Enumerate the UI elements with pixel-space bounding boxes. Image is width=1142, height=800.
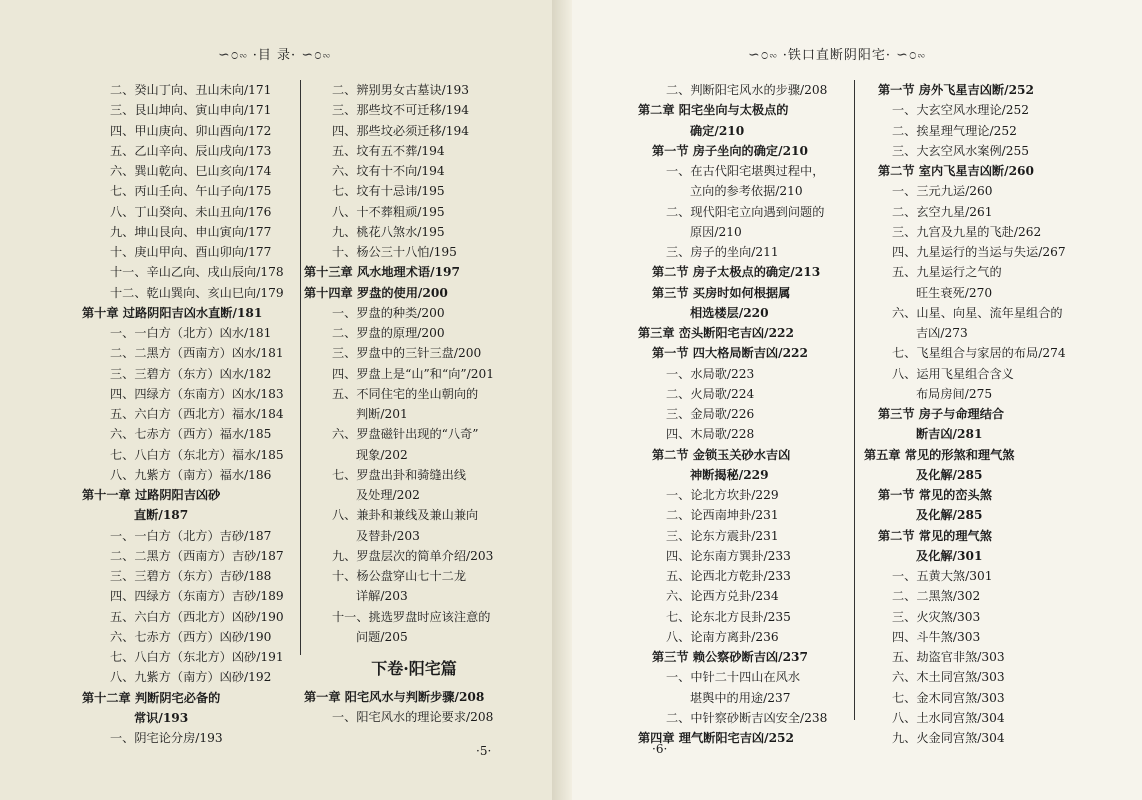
section-heading: 第二节 室内飞星吉凶断/260	[878, 164, 1035, 178]
ornament-left-icon: ∽೦∾	[218, 47, 248, 63]
toc-entry: 四、罗盘上是“山”和“向”/201	[332, 366, 494, 381]
chapter-heading-continued: 及化解/285	[916, 508, 983, 523]
page-number: ·5·	[476, 744, 492, 758]
toc-column	[304, 80, 524, 728]
toc-entry: 八、运用飞星组合含义	[892, 366, 1014, 381]
page-header: ∽೦∾ ·目 录· ∽೦∾	[218, 47, 331, 63]
toc-entry: 五、九星运行之气的	[892, 265, 1002, 280]
toc-entry: 十、杨公盘穿山七十二龙	[332, 569, 467, 583]
toc-column	[638, 80, 853, 748]
toc-entry: 二、二黑方（西南方）凶水/181	[110, 346, 284, 361]
toc-entry: 四、论东南方巽卦/233	[666, 548, 791, 563]
chapter-heading: 第一章 阳宅风水与判断步骤/208	[304, 690, 485, 704]
section-heading: 第二节 常见的理气煞	[878, 528, 992, 543]
section-heading: 第一节 房子坐向的确定/210	[652, 143, 809, 158]
toc-entry: 三、大玄空风水案例/255	[892, 143, 1030, 158]
toc-entry: 二、论西南坤卦/231	[666, 508, 779, 523]
toc-entry: 四、甲山庚向、卯山酉向/172	[110, 123, 272, 138]
toc-entry: 六、木土同宫煞/303	[892, 670, 1005, 685]
toc-entry: 二、火局歌/224	[666, 386, 755, 401]
toc-entry: 五、论西北方乾卦/233	[666, 569, 791, 583]
toc-entry: 二、中针察砂断吉凶安全/238	[666, 710, 828, 725]
ornament-right-icon: ∽೦∾	[896, 47, 926, 63]
toc-column	[864, 80, 1104, 748]
ornament-left-icon: ∽೦∾	[748, 47, 778, 63]
toc-entry: 八、土水同宫煞/304	[892, 710, 1005, 725]
toc-entry-continued: 及处理/202	[356, 488, 420, 502]
left-page	[0, 0, 560, 800]
toc-entry: 二、罗盘的原理/200	[332, 326, 445, 340]
toc-entry: 三、火灾煞/303	[892, 609, 981, 624]
toc-entry: 九、罗盘层次的简单介绍/203	[332, 548, 494, 563]
toc-entry: 五、六白方（西北方）凶砂/190	[110, 609, 284, 624]
chapter-heading-continued: 常识/193	[134, 710, 189, 725]
toc-entry: 十、庚山甲向、酉山卯向/177	[110, 245, 272, 259]
toc-entry: 八、九紫方（南方）福水/186	[110, 467, 272, 482]
toc-entry: 六、七赤方（西方）凶砂/190	[110, 629, 272, 644]
chapter-heading: 第十章 过路阴阳吉凶水直断/181	[82, 305, 263, 320]
toc-entry: 九、桃花八煞水/195	[332, 224, 445, 239]
section-heading: 第三节 买房时如何根据属	[652, 285, 791, 300]
toc-entry: 三、那些坟不可迁移/194	[332, 103, 470, 118]
chapter-heading: 第十三章 风水地理术语/197	[304, 265, 461, 280]
toc-entry: 九、火金同宫煞/304	[892, 731, 1005, 745]
chapter-heading-continued: 确定/210	[690, 123, 745, 138]
toc-entry: 三、三碧方（东方）吉砂/188	[110, 569, 272, 583]
toc-entry: 一、一白方（北方）吉砂/187	[110, 528, 272, 543]
right-page	[572, 0, 1142, 800]
toc-entry: 一、阴宅论分房/193	[110, 731, 223, 745]
toc-entry-continued: 立向的参考依据/210	[690, 184, 803, 199]
toc-entry: 七、论东北方艮卦/235	[666, 609, 791, 624]
toc-entry: 八、丁山癸向、未山丑向/176	[110, 204, 272, 219]
toc-entry: 一、论北方坎卦/229	[666, 488, 779, 502]
toc-entry: 十、杨公三十八怕/195	[332, 245, 457, 259]
toc-entry: 一、一白方（北方）凶水/181	[110, 326, 272, 340]
toc-entry: 五、乙山辛向、辰山戌向/173	[110, 143, 272, 158]
toc-entry: 六、论西方兑卦/234	[666, 589, 779, 604]
toc-entry: 八、十不葬粗顽/195	[332, 204, 445, 219]
toc-entry: 九、坤山艮向、申山寅向/177	[110, 224, 272, 239]
toc-entry: 五、劫盗官非煞/303	[892, 650, 1005, 664]
chapter-heading-continued: 断吉凶/281	[916, 427, 983, 442]
toc-entry: 一、中针二十四山在风水	[666, 670, 801, 685]
toc-entry-continued: 布局房间/275	[916, 386, 993, 401]
book-gutter	[552, 0, 572, 800]
column-divider	[300, 80, 301, 655]
toc-entry: 三、三碧方（东方）凶水/182	[110, 366, 272, 381]
toc-entry: 一、水局歌/223	[666, 366, 755, 381]
toc-entry: 五、不同住宅的坐山朝向的	[332, 386, 479, 401]
section-heading: 第一节 常见的峦头煞	[878, 488, 992, 502]
toc-entry: 二、挨星理气理论/252	[892, 123, 1017, 138]
toc-entry: 五、六白方（西北方）福水/184	[110, 407, 284, 421]
chapter-heading: 第十四章 罗盘的使用/200	[304, 285, 448, 300]
toc-entry-continued: 判断/201	[356, 407, 408, 421]
toc-entry: 八、兼卦和兼线及兼山兼向	[332, 508, 479, 523]
toc-entry: 六、罗盘磁针出现的“八奇”	[332, 427, 479, 442]
toc-entry: 五、坟有五不葬/194	[332, 143, 445, 158]
section-heading: 第二节 金锁玉关砂水吉凶	[652, 447, 791, 462]
toc-entry: 七、八白方（东北方）凶砂/191	[110, 650, 284, 664]
toc-entry: 一、大玄空风水理论/252	[892, 103, 1030, 118]
chapter-heading-continued: 神断揭秘/229	[690, 467, 769, 482]
toc-entry: 二、判断阳宅风水的步骤/208	[666, 83, 828, 97]
toc-entry: 二、二黑方（西南方）吉砂/187	[110, 548, 284, 563]
chapter-heading-continued: 直断/187	[134, 508, 189, 523]
chapter-heading: 第五章 常见的形煞和理气煞	[864, 447, 1015, 462]
toc-entry-continued: 现象/202	[356, 447, 408, 462]
chapter-heading: 第二章 阳宅坐向与太极点的	[638, 103, 789, 118]
toc-entry-continued: 详解/203	[356, 589, 408, 604]
section-heading: 第二节 房子太极点的确定/213	[652, 265, 821, 280]
section-heading: 第一节 房外飞星吉凶断/252	[878, 83, 1035, 97]
toc-entry: 一、五黄大煞/301	[892, 569, 993, 583]
chapter-heading-continued: 相选楼层/220	[690, 305, 769, 320]
toc-entry: 十一、辛山乙向、戌山辰向/178	[110, 265, 284, 280]
toc-entry: 二、辨别男女古墓诀/193	[332, 83, 470, 97]
toc-entry: 七、金木同宫煞/303	[892, 690, 1005, 705]
toc-entry: 三、房子的坐向/211	[666, 245, 779, 259]
section-heading: 第三节 赖公察砂断吉凶/237	[652, 650, 809, 664]
toc-entry-continued: 及替卦/203	[356, 528, 420, 543]
toc-entry: 七、飞星组合与家居的布局/274	[892, 346, 1066, 361]
toc-entry: 二、癸山丁向、丑山未向/171	[110, 83, 272, 97]
toc-entry-continued: 问题/205	[356, 629, 408, 644]
ornament-right-icon: ∽೦∾	[301, 47, 331, 63]
toc-entry: 一、三元九运/260	[892, 184, 993, 199]
toc-entry: 三、金局歌/226	[666, 407, 755, 421]
toc-entry: 二、二黑煞/302	[892, 589, 981, 604]
toc-entry: 四、木局歌/228	[666, 427, 755, 442]
chapter-heading: 第十一章 过路阴阳吉凶砂	[82, 488, 221, 502]
toc-entry: 七、坟有十忌讳/195	[332, 184, 445, 199]
toc-entry: 七、罗盘出卦和骑缝出线	[332, 467, 467, 482]
volume-title: 下卷·阳宅篇	[371, 659, 457, 678]
toc-entry: 三、艮山坤向、寅山申向/171	[110, 103, 272, 118]
toc-entry-continued: 吉凶/273	[916, 326, 968, 340]
toc-entry: 六、巽山乾向、巳山亥向/174	[110, 164, 272, 178]
toc-entry: 四、九星运行的当运与失运/267	[892, 245, 1066, 259]
toc-entry: 八、九紫方（南方）凶砂/192	[110, 670, 272, 685]
toc-entry-continued: 旺生衰死/270	[916, 285, 993, 300]
toc-entry: 十一、挑选罗盘时应该注意的	[332, 609, 491, 624]
toc-entry: 六、山星、向星、流年星组合的	[892, 305, 1063, 320]
toc-entry: 一、罗盘的种类/200	[332, 305, 445, 320]
column-divider	[854, 80, 855, 720]
section-heading: 第一节 四大格局断吉凶/222	[652, 346, 809, 361]
toc-entry: 二、现代阳宅立向遇到问题的	[666, 204, 825, 219]
page-header: ∽೦∾ ·铁口直断阴阳宅· ∽೦∾	[748, 47, 926, 63]
toc-entry: 一、阳宅风水的理论要求/208	[332, 710, 494, 725]
chapter-heading: 第三章 峦头断阳宅吉凶/222	[638, 326, 795, 340]
toc-entry: 二、玄空九星/261	[892, 204, 993, 219]
toc-entry: 三、罗盘中的三针三盘/200	[332, 346, 482, 361]
toc-entry: 七、丙山壬向、午山子向/175	[110, 184, 272, 199]
toc-entry: 四、斗牛煞/303	[892, 629, 981, 644]
section-heading: 第三节 房子与命理结合	[878, 407, 1005, 421]
chapter-heading: 第四章 理气断阳宅吉凶/252	[638, 731, 795, 745]
toc-entry: 四、四绿方（东南方）凶水/183	[110, 386, 284, 401]
chapter-heading: 第十二章 判断阴宅必备的	[82, 690, 221, 705]
toc-entry: 七、八白方（东北方）福水/185	[110, 447, 284, 462]
chapter-heading-continued: 及化解/285	[916, 467, 983, 482]
toc-entry-continued: 原因/210	[690, 224, 742, 239]
toc-entry: 十二、乾山巽向、亥山巳向/179	[110, 285, 284, 300]
toc-entry: 四、那些坟必须迁移/194	[332, 123, 470, 138]
toc-entry: 四、四绿方（东南方）吉砂/189	[110, 589, 284, 604]
toc-entry: 八、论南方离卦/236	[666, 629, 779, 644]
toc-entry: 一、在古代阳宅堪舆过程中，	[666, 164, 825, 178]
toc-entry-continued: 堪舆中的用途/237	[690, 690, 791, 705]
toc-column	[82, 80, 292, 748]
toc-entry: 三、论东方震卦/231	[666, 528, 779, 543]
chapter-heading-continued: 及化解/301	[916, 548, 983, 563]
toc-entry: 三、九宫及九星的飞赴/262	[892, 224, 1042, 239]
page-number: ·6·	[652, 742, 668, 756]
toc-entry: 六、坟有十不向/194	[332, 164, 445, 178]
toc-entry: 六、七赤方（西方）福水/185	[110, 427, 272, 442]
